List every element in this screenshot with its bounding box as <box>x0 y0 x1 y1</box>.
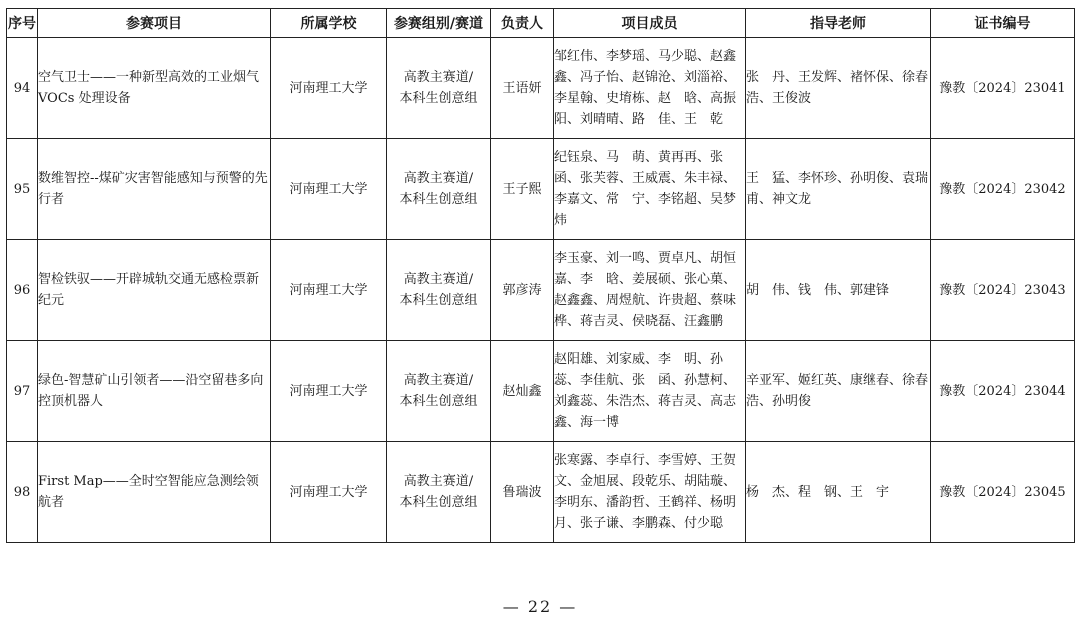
cell-project: 绿色-智慧矿山引领者——沿空留巷多向控顶机器人 <box>38 341 271 442</box>
group-track: 高教主赛道/ <box>403 70 474 85</box>
cell-members: 张寒露、李卓行、李雪婷、王贺文、金旭展、段乾乐、胡陆璇、李明东、潘韵哲、王鹤祥、杨明月、张子谦、李鹏森、付少聪 <box>554 442 746 543</box>
cell-group <box>387 442 491 543</box>
cell-members: 李玉豪、刘一鸣、贾卓凡、胡恒嘉、李 晗、姜展硕、张心菓、赵鑫鑫、周煜航、许贵超、蔡味桦、蒋吉灵、侯晓磊、汪鑫鹏 <box>554 240 746 341</box>
cell-certificate: 豫教〔2024〕23041 <box>931 38 1075 139</box>
table-row <box>7 341 1075 442</box>
header-school: 所属学校 <box>271 9 387 38</box>
header-no: 序号 <box>7 9 38 38</box>
header-members: 项目成员 <box>554 9 746 38</box>
cell-leader: 王子熙 <box>491 139 554 240</box>
table-header-row <box>7 9 1075 38</box>
table-row <box>7 38 1075 139</box>
cell-no: 97 <box>7 341 38 442</box>
group-category: 本科生创意组 <box>399 91 478 106</box>
group-track: 高教主赛道/ <box>403 474 474 489</box>
cell-no: 95 <box>7 139 38 240</box>
cell-no: 98 <box>7 442 38 543</box>
cell-group <box>387 341 491 442</box>
header-leader: 负责人 <box>491 9 554 38</box>
header-certificate: 证书编号 <box>931 9 1075 38</box>
cell-leader: 赵灿鑫 <box>491 341 554 442</box>
cell-group <box>387 38 491 139</box>
cell-school: 河南理工大学 <box>271 442 387 543</box>
header-group: 参赛组别/赛道 <box>387 9 491 38</box>
group-category: 本科生创意组 <box>399 394 478 409</box>
table-row <box>7 240 1075 341</box>
cell-project: 数维智控--煤矿灾害智能感知与预警的先行者 <box>38 139 271 240</box>
group-track: 高教主赛道/ <box>403 373 474 388</box>
cell-advisors: 王 猛、李怀珍、孙明俊、袁瑞甫、神文龙 <box>746 139 931 240</box>
group-category: 本科生创意组 <box>399 192 478 207</box>
award-table <box>6 8 1075 543</box>
cell-leader: 郭彦涛 <box>491 240 554 341</box>
cell-project: First Map——全时空智能应急测绘领航者 <box>38 442 271 543</box>
cell-project: 空气卫士——一种新型高效的工业烟气 VOCs 处理设备 <box>38 38 271 139</box>
cell-group <box>387 139 491 240</box>
group-track: 高教主赛道/ <box>403 171 474 186</box>
page-number: — 22 — <box>502 597 578 616</box>
cell-certificate: 豫教〔2024〕23042 <box>931 139 1075 240</box>
cell-members: 邹红伟、李梦瑶、马少聪、赵鑫鑫、冯子怡、赵锦沧、刘淄裕、李星翰、史堉栋、赵 晗、高振阳、刘晴晴、路 佳、王 乾 <box>554 38 746 139</box>
table-row <box>7 139 1075 240</box>
cell-group <box>387 240 491 341</box>
cell-leader: 鲁瑞波 <box>491 442 554 543</box>
group-track: 高教主赛道/ <box>403 272 474 287</box>
cell-certificate: 豫教〔2024〕23044 <box>931 341 1075 442</box>
cell-advisors: 杨 杰、程 钢、王 宇 <box>746 442 931 543</box>
header-advisors: 指导老师 <box>746 9 931 38</box>
cell-members: 纪钰泉、马 萌、黄再再、张 函、张芙蓉、王威震、朱丰禄、李嘉文、常 宁、李铭超、吴梦炜 <box>554 139 746 240</box>
group-category: 本科生创意组 <box>399 495 478 510</box>
group-category: 本科生创意组 <box>399 293 478 308</box>
cell-school: 河南理工大学 <box>271 341 387 442</box>
cell-leader: 王语妍 <box>491 38 554 139</box>
cell-certificate: 豫教〔2024〕23043 <box>931 240 1075 341</box>
cell-school: 河南理工大学 <box>271 139 387 240</box>
table-row <box>7 442 1075 543</box>
cell-advisors: 张 丹、王发辉、褚怀保、徐春浩、王俊波 <box>746 38 931 139</box>
header-project: 参赛项目 <box>38 9 271 38</box>
cell-project: 智检铁驭——开辟城轨交通无感检票新纪元 <box>38 240 271 341</box>
cell-no: 96 <box>7 240 38 341</box>
cell-school: 河南理工大学 <box>271 38 387 139</box>
cell-school: 河南理工大学 <box>271 240 387 341</box>
cell-members: 赵阳雄、刘家威、李 明、孙 蕊、李佳航、张 函、孙慧柯、刘鑫蕊、朱浩杰、蒋吉灵、高志鑫、海一博 <box>554 341 746 442</box>
cell-advisors: 辛亚军、姬红英、康继春、徐春浩、孙明俊 <box>746 341 931 442</box>
cell-advisors: 胡 伟、钱 伟、郭建锋 <box>746 240 931 341</box>
cell-no: 94 <box>7 38 38 139</box>
cell-certificate: 豫教〔2024〕23045 <box>931 442 1075 543</box>
